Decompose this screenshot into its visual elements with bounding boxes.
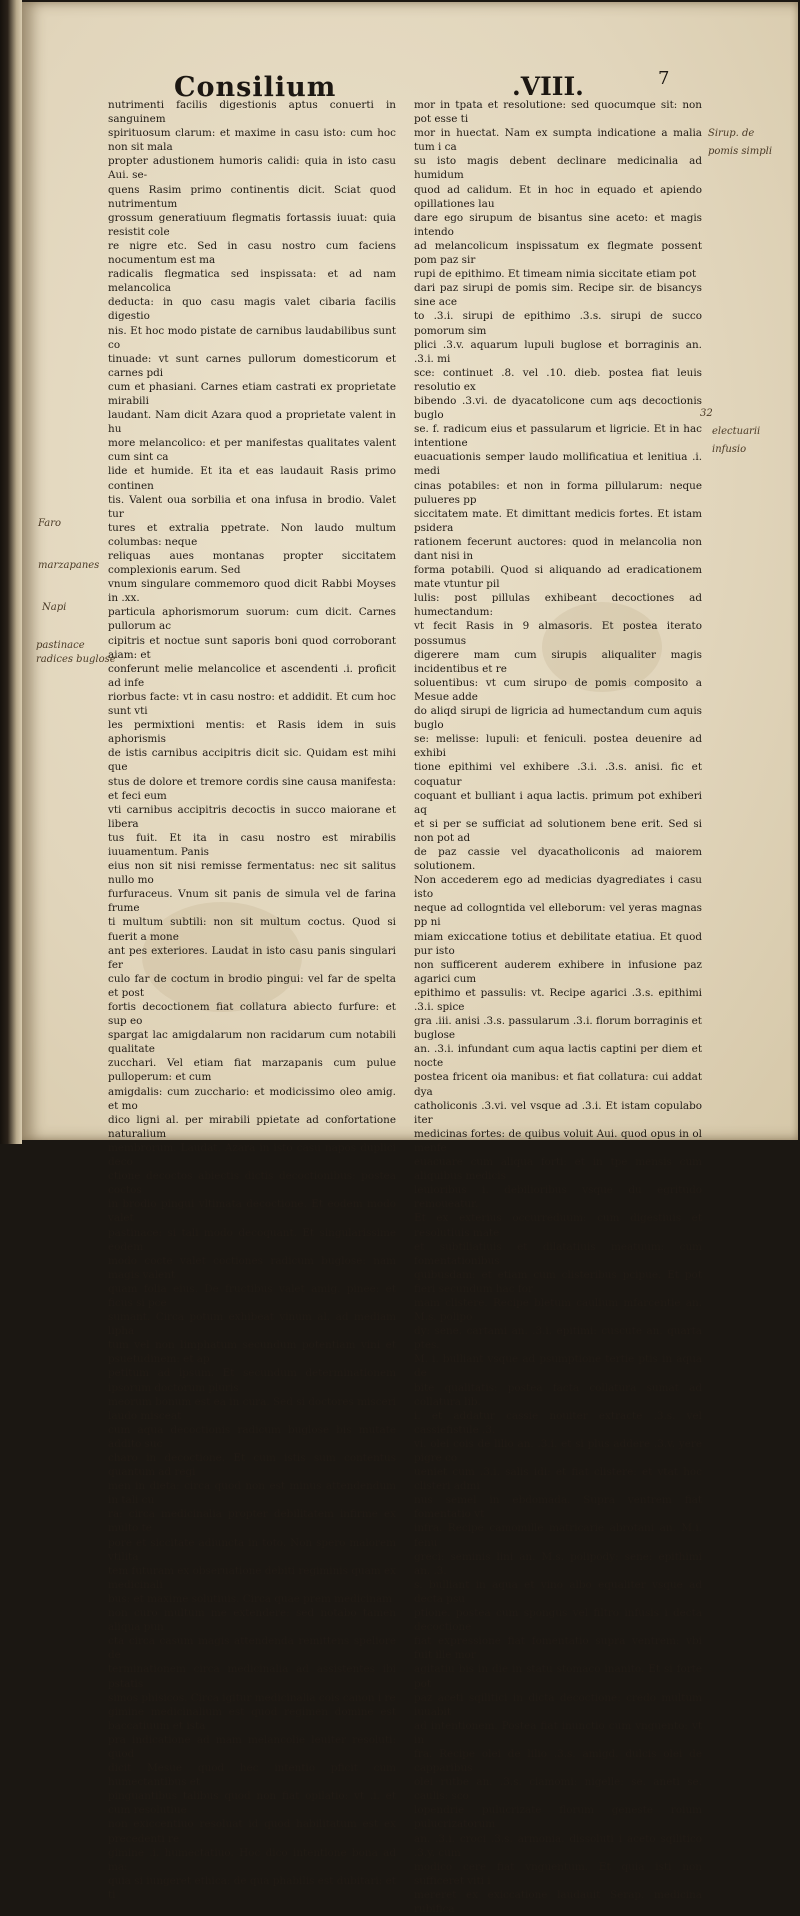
margin-note: marzapanes [38,560,100,571]
text-line: non curo multum me extendere: sed notabo tamen aliqua pun [108,1607,396,1634]
text-line: do aliqd sirupi de ligricia ad humectandum cum aquis buglo [414,705,702,732]
text-line: greci: seminis lini an. M.s. polipody: sene: epithimi an. .3. [414,1550,702,1577]
text-line: leuioribus i. debilioribus vsque du egritudo remoueatur. [414,1184,702,1211]
text-line: pastinace: si tali modo decoquant. Et singularissime eodem [108,1226,396,1253]
text-line: laudant. Nam dicit Azara quod a proprietate valent in hu [108,409,396,436]
text-line: infra. Recipe camomille matricarie abrotani an. M.i. fenu [414,1522,702,1549]
text-line: more melancolico: et per manifestas qualitates valent cum sint ca [108,437,396,464]
text-line: deducta: in quo casu magis valet cibaria facilis digestio [108,296,396,323]
margin-note: Napi [42,602,67,613]
text-line: pra indicatione ad mam melancolie leuiter resoluti: quod [108,1733,396,1760]
margin-note: 32 [700,408,713,419]
text-line: bite qualitatis: postea facta collatura sumat ad collatura lib. [414,1381,702,1408]
text-line: furfuraceus. Vnum sit panis de simula vel de farina frume [108,888,396,915]
text-line: ueniet cum .3.i. salis idi: et fiat clistere: et vtat hoc clisteri admi [414,1466,702,1493]
text-line: dico ligni al. per mirabili ppietate ad confortatione naturalium [108,1113,396,1140]
text-line: membrorum. Laudat. Azara in isto casu napos duplici deco [108,1141,396,1169]
text-line: ad intentionem. Postea fiat inunctio cum vnguento: vt in [414,1719,702,1746]
text-line: postea fricent oia manibus: et fiat collatura: cui addat dya [414,1071,702,1098]
text-line: ptione. postea cum spongus vel filtro infusis i decta decoctione [414,1607,702,1634]
text-line: vti carnibus accipitris decoctis in succo maiorane et libera [108,803,396,830]
text-line: in brodio pingui vltimata decoctione. Et eodem modo valet [108,1198,396,1225]
text-line: dari paz sirupi de pomis sim. Recipe sir. de bisancys sine ace [414,282,702,309]
text-line: cinas potabiles: et non in forma pillularum: neque pulueres pp [414,479,702,506]
text-line: zucchari. Vel etiam fiat marzapanis cum pulue pulloperum: et cum [108,1057,396,1084]
text-line: an. .3.i. croci .3.s. armonia. dissoluti i aceto sqilitico .3.y. cum [414,1832,702,1859]
text-line: lide et humide. Et ita et eas laudauit Rasis primo continen [108,465,396,492]
text-line: mor in huectat. Nam ex sumpta indicatione a malia tum i ca [414,127,702,154]
text-line: quam folia eius. De fructibus valet amig. pinee: et ficus si pce [108,1282,396,1309]
text-line: vi. olei cois de lilio an. .3.i. et si plus addere .3.v. yere pigre co [414,1437,702,1464]
text-line: Et ex exterius occurreduum: cum digestiuis et resolutiuis mate [414,1212,702,1239]
text-line: pore et siccitate adiuncta in toto. Non spero maiorem vtilita [108,1536,396,1563]
text-line: non sufficerent auderem exhibere in infusione paz agarici cum [414,958,702,985]
text-line: lopendrie pulucrizate florum geneste roium pulucrizatorum [414,1804,702,1831]
text-column-left [108,98,396,1901]
text-line: vt fecit Rasis in 9 almasoris. Et postea iterato possumus [414,620,702,647]
text-line: gra .iii. anisi .3.s. passularum .3.i. florum borraginis et buglose [414,1015,702,1042]
text-line: vnum singulare commemoro quod dicit Rabbi Moyses in .xx. [108,578,396,605]
text-column-right [414,98,702,1915]
text-line: quibusdam: et etiam cum clisteribus pcipue. Et pot fieri secundum hac for [414,1268,702,1295]
text-line: amigdalis: cum zucchario: et modicissimo oleo amig. et mo [108,1085,396,1112]
text-line: nutrimenti facilis digestionis aptus conuerti in sanguinem [108,99,396,126]
text-line: nus semel in ebdomada. Supra ventrem fiat fomentatio vt [414,1494,702,1521]
text-line: epithimo et passulis: vt. Recipe agarici .3.s. epithimi .3.i. spice [414,986,702,1013]
text-line: fortis decoctionem fiat collatura abiecto furfure: et sup eo [108,1001,396,1028]
text-line: mereret ex exiccatione laudauit Serap. medicina rubifica [414,1888,702,1915]
text-line: tures et extralia ppetrate. Non laudo multum columbas: neque [108,521,396,548]
text-line: stus de dolore et tremore cordis sine causa manifesta: et feci eum [108,775,396,802]
running-head-title: Consilium [174,72,337,103]
margin-note: Faro [38,518,62,529]
text-line: olei rutbe an. .3.s. ciamomi: nigelle: se. aneti se. caulis: sco [414,1776,702,1803]
text-line: euacuationis semper laudo mollificatiua et lenitiua .i. medi [414,451,702,478]
text-line: meorum bonum est ea in cura. Sed si doctores misceri laudo misceat [108,1395,396,1422]
margin-note: radices buglose [36,654,116,665]
text-line: cum et phasiani. Carnes etiam castrati ex proprietate mirabili [108,380,396,407]
text-line: particula aphorismorum suorum: cum dicit. Carnes pullorum ac [108,606,396,633]
text-line: cipitris et noctue sunt saporis boni quod corroborant aiam: et [108,634,396,661]
text-line: ctione decoctos abiectis dictis decoctionibus: postea coctos [108,1170,396,1197]
text-line: tione epithimi vel exhibere .3.i. .3.s. anisi. fic et coquatur [414,761,702,788]
text-line: eius non sit nisi remisse fermentatus: nec sit salitus nullo mo [108,860,396,887]
text-line: reliquas aues montanas propter siccitatem complexionis earum. Sed [108,550,396,577]
text-line: culo far de coctum in brodio pingui: vel far de spelta et post [108,972,396,999]
text-line: s. bulliant in aqua et vino albo equaliter vsque ad decta psu [414,1578,702,1605]
text-line: non exiccentiuo resoluat id quod habilitatum est ex precedenti re [108,1818,396,1845]
text-line: digerere mam cum sirupis aliqualiter magis incidentibus et re [414,648,702,675]
margin-note: electuarii [712,426,761,437]
book-page [22,2,798,1915]
text-line: medicinas fortes: de quibus voluit Aui. quod opus in ol menfe [414,1127,702,1154]
text-line: petitum ad ipsum. Et secundum determinationem ipsorum doctorum pluris [108,1367,396,1394]
text-line: tis. Valent oua sorbilia et ona infusa in brodio. Valet tur [108,493,396,520]
text-line: ra: circa medicinalia propter debilitatem infirme ex multo te [108,1508,396,1535]
text-line: modo cocte valet coctiones radicum buglose: nam magis valent [108,1254,396,1281]
text-line: neque ad collogntida vel elleborum: vel yeras magnas pp ni [414,902,702,929]
text-line: de paz cassie vel dyacatholiconis ad maiorem solutionem. [414,845,702,873]
text-line: re nigre etc. Sed in casu nostro cum faciens nocumentum est ma [108,239,396,267]
margin-note: Sirup. de [708,128,755,139]
text-line: ti multum subtili: non sit multum coctus. Quod si fuerit a mone [108,916,396,943]
text-line: spargat lac amigdalarum non racidarum cum notabili qualitate [108,1029,396,1056]
text-line: mam clistere. Recipe bletum caulium mfarcentie an. M.s. polipo [414,1296,702,1324]
text-line: simos phisicos. Circa igitur medicinalia cois canon i re [108,1691,396,1704]
running-head-number: .VIII. [512,72,584,101]
text-line: quia si iungeret ethica: de qua phabilis est dubitari: et ti [108,1874,396,1901]
text-line: plici .3.v. aquarum lupuli buglose et borraginis an. .3.i. mi [414,338,702,365]
margin-note: infusio [712,444,747,455]
text-line: gimine medicinalium est quod regimen domine est baccatiuum et ista [108,1705,396,1732]
text-line: nis. Et hoc modo pistate de carnibus laudabilibus sunt co [108,324,396,351]
text-line: M. i. bulliant vsque ad psumptione tertie ptis in aqua de [414,1353,702,1380]
margin-note: pomis simpli [708,146,773,157]
text-line: quens Rasim primo continentis dicit. Sciat quod nutrimentum [108,183,396,210]
text-line: propter adustionem humoris calidi: quia in isto casu Aui. se- [108,155,396,182]
text-line: tus fuit. Et ita in casu nostro est mirabilis iuuamentum. Panis [108,831,396,858]
text-line: grossum generatiuum flegmatis fortassis iuuat: quia resistit cole [108,211,396,238]
text-line: radicalis flegmatica sed inspissata: et ad nam melancolica [108,268,396,295]
text-line: charo in decoctione. Et cum istis sum contentus quantum ad regi [108,1452,396,1479]
text-line: paz aceti sqilitici in dicta decoctione: credo multum iuuabit [414,1691,702,1718]
text-line: dicit Mesue quod hec intentio pficit cum humectantibus et [108,1762,396,1789]
text-line: an. .3.i. infundant cum aqua lactis captini per diem et nocte [414,1043,702,1070]
text-line: soluentibus: vt cum sirupo de pomis composito a Mesue adde [414,676,702,703]
book-gutter [0,0,22,1144]
text-line: su isto magis debent declinare medicinalia ad humidum [414,155,702,182]
text-line: sce: continuet .8. vel .10. dieb. postea fiat leuis resolutio ex [414,366,702,393]
text-line: cta circa casum magis attendenda remittens speliore de [108,1635,396,1662]
text-line: se. f. radicum eius et passularum et ligricie. Et in hac intentione [414,423,702,450]
text-line: Non accederem ego ad medicias dyagrediates i casu isto [414,874,702,901]
text-line: tem futuram ex obseruatione debiti regiminis quam ex medicinali [108,1564,396,1591]
text-line: i. et addatur cassie nouiter extracte .3.s. vel cassiefistule .3. [414,1409,702,1436]
text-line: cum aqua decoctionis radicum buglose bis mutate addito suc [108,1423,396,1450]
text-line: forma potabili. Quod si aliquando ad eradicationem mate vtuntur pil [414,564,702,591]
text-line: de istis carnibus accipitris dicit sic. Quidam est mihi que [108,747,396,774]
text-line: rupi de epithimo. Et timeam nimia siccitate etiam pot [414,268,697,281]
text-line: men in dieta: circa quod non est minus attendendum in tali cu [108,1480,396,1507]
text-line: bus: et maxime solutiuis. Circa quae prem medicinam [108,1592,393,1605]
text-line: riorbus facte: vt in casu nostro: et addidit. Et cum hoc sunt vti [108,690,396,718]
text-line: ad melancolicum inspissatum ex flegmate possent pom paz sir [414,239,702,267]
text-line: se: melisse: lupuli: et feniculi. postea deuenire ad exhibi [414,733,702,760]
folio-number: 7 [658,68,670,89]
text-line: et subtiliatiuis et dilatatiuis meatuum: cum fomentationibus [414,1240,702,1267]
text-line: terminationem circa medicinalia ad assistentes ibi pstatis [108,1663,396,1690]
text-line: fra. Recipe olei de lilio .3.s. amigd. dulcis olei de capparibus [414,1747,702,1775]
text-line: catholiconis .3.vi. vel vsque ad .3.i. Et istam copulabo iter [414,1099,702,1126]
text-line: gimine .i. humectatiuo. Hoc dico intentione bona ad ma: [108,1846,396,1873]
text-line: dare ego sirupum de bisantus sine aceto: et magis intendo [414,211,702,238]
text-line: conferunt melie melancolice et ascendenti .i. proficit ad infe [108,662,396,689]
text-line: coquant et bulliant i aqua lactis. primum pot exhiberi aq [414,789,702,816]
text-line: mor in tpata et resolutione: sed quocumque sit: non pot esse ti [414,99,702,126]
text-line: euacuare cum aliqua forti: et in tpe mensis cum aliquibus medicis [414,1156,702,1183]
text-line: pinguantibus talibus quod non fiat opilatio: vt .i. et cum resolutiue [108,1790,396,1817]
text-line: bibendo .3.vi. de dyacatolicone cum aqs decoctionis buglo [414,394,702,422]
margin-note: pastinace [36,640,85,651]
text-line: agitatiu bis in die in statu stomaco inanito. Et si forte pot [414,1663,702,1690]
text-line: modico cere fiat vnguentum. Et quia isti non sufficeret viti i [414,1860,702,1887]
text-line: spirituosum clarum: et maxime in casu isto: cum hoc non sit mala [108,127,396,154]
text-line: et si per se sufficiat ad solutionem bene erit. Sed si non pot ad [414,817,702,844]
text-line: lulis: post pillulas exhibeant decoctiones ad humectandum: [414,592,702,619]
text-line: ant pes exteriores. Laudat in isto casu panis singulari fer [108,944,396,971]
text-line: sumant. Circa potum exhibeat vinum al. ad mediam lipha [108,1311,396,1338]
text-line: miam exiccatione totius et debilitate etatiua. Et quod pur isto [414,930,702,957]
text-line: les permixtioni mentis: et Rasis idem in suis aphorismis [108,719,396,746]
text-line: to .3.i. sirupi de epithimo .3.s. sirupi de succo pomorum sim [414,310,702,337]
text-line: fiat expressione fiat fomentatio supra ventrem: vbi fuit ille mor [414,1635,702,1662]
text-line: quod ad calidum. Et in hoc in equado et apiendo opillationes lau [414,183,702,210]
text-line: dy: sene. cartami an. .3.i. epitimi: cuscute an. quarta ptes. [414,1325,702,1352]
text-line: siccitatem mate. Et dimittant medicis fortes. Et istam psidera [414,507,702,534]
text-line: tum vel non limphatum secundum potentiam vini et psuetudinem: et ap [108,1339,396,1366]
text-line: rationem fecerunt auctores: quod in melancolia non dant nisi in [414,535,702,562]
text-line: tinuade: vt sunt carnes pullorum domesticorum et carnes pdi [108,352,396,379]
